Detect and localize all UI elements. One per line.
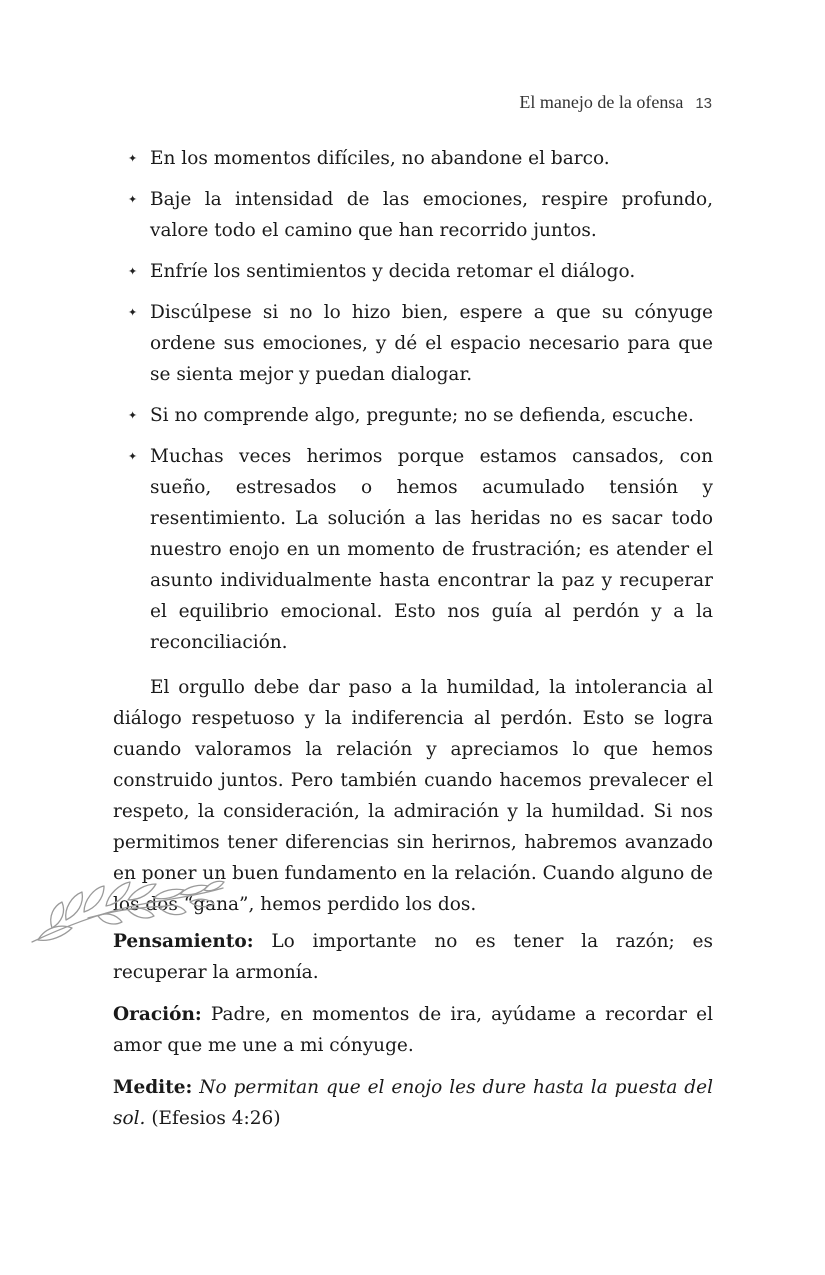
prayer-text: Padre, en momentos de ira, ayúdame a recordar el amor que me une a mi cónyuge. <box>113 1004 713 1056</box>
bullet-icon: ✦ <box>128 193 138 206</box>
list-item: ✦ Muchas veces herimos porque estamos cansados, con sueño, estresados o hemos acumulado tensión y resentimiento. La solución a las heridas no es sacar todo nuestro enojo en un momento de frustración; es atender el asunto individualmente hasta encontrar la paz y recuperar el equilibrio emocional. Esto nos guía al perdón y a la reconciliación. <box>113 441 713 658</box>
meditate-verse: No permitan que el enojo les dure hasta la puesta del sol. <box>113 1077 713 1129</box>
meditate-label: Medite: <box>113 1077 193 1098</box>
list-item: ✦ Discúlpese si no lo hizo bien, espere a que su cónyuge ordene sus emociones, y dé el espacio necesario para que se sienta mejor y puedan dialogar. <box>113 297 713 390</box>
body-paragraph: El orgullo debe dar paso a la humildad, la intolerancia al diálogo respetuoso y la indiferencia al perdón. Esto se logra cuando valoramos la relación y apreciamos lo que hemos construido juntos. Pero también cuando hacemos prevalecer el respeto, la consideración, la admiración y la humildad. Si nos permitimos tener diferencias sin herirnos, habremos avanzado en poner un buen fundamento en la relación. Cuando alguno de los dos “gana”, hemos perdido los dos. <box>113 677 713 915</box>
bullet-icon: ✦ <box>128 409 138 422</box>
bullet-icon: ✦ <box>128 306 138 319</box>
bullet-list <box>113 143 713 658</box>
closing-section <box>113 926 713 1145</box>
main-text <box>113 143 713 920</box>
thought <box>113 926 713 988</box>
meditate <box>113 1072 713 1134</box>
list-item: ✦ Enfríe los sentimientos y decida retomar el diálogo. <box>113 256 713 287</box>
thought-text: Lo importante no es tener la razón; es recuperar la armonía. <box>113 931 713 983</box>
bullet-icon: ✦ <box>128 265 138 278</box>
thought-label: Pensamiento: <box>113 931 254 952</box>
running-header <box>519 92 712 113</box>
bullet-icon: ✦ <box>128 450 138 463</box>
bullet-icon: ✦ <box>128 152 138 165</box>
list-item: ✦ Si no comprende algo, pregunte; no se defienda, escuche. <box>113 400 713 431</box>
chapter-title: El manejo de la ofensa <box>519 92 684 112</box>
meditate-reference: (Efesios 4:26) <box>151 1108 281 1129</box>
page-number: 13 <box>695 95 712 112</box>
prayer <box>113 999 713 1061</box>
list-item: ✦ En los momentos difíciles, no abandone el barco. <box>113 143 713 174</box>
list-item: ✦ Baje la intensidad de las emociones, respire profundo, valore todo el camino que han recorrido juntos. <box>113 184 713 246</box>
prayer-label: Oración: <box>113 1004 202 1025</box>
